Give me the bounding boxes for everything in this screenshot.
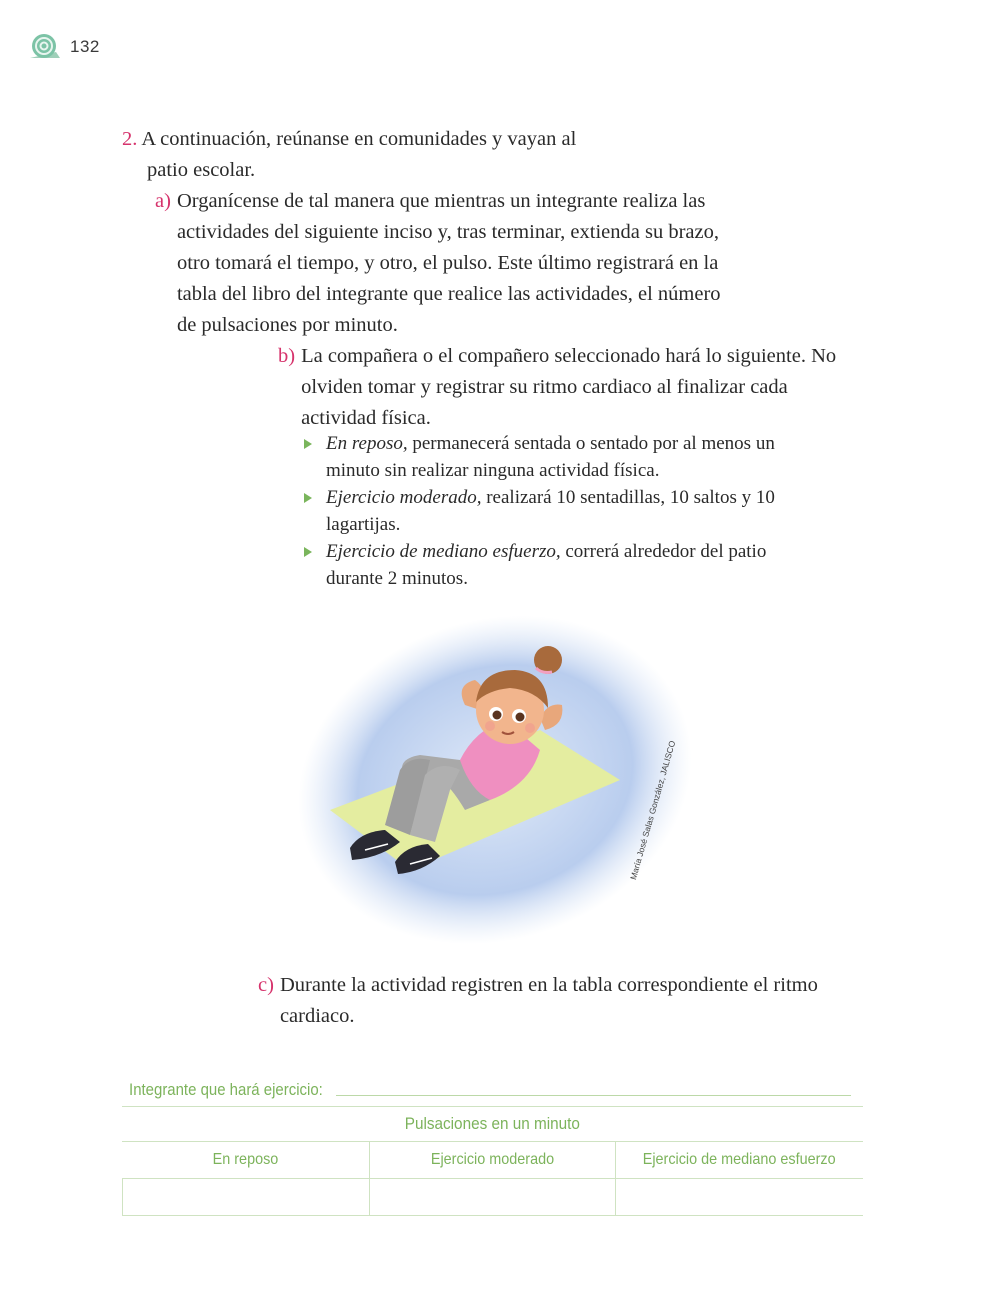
column-header-label: Ejercicio moderado — [430, 1151, 555, 1168]
bullet-term: En reposo, — [326, 433, 408, 454]
instruction-c — [258, 970, 818, 1032]
instruction-b — [278, 341, 838, 434]
member-row — [122, 1070, 863, 1107]
bullet-term: Ejercicio moderado, — [326, 487, 482, 508]
triangle-bullet-icon — [304, 493, 312, 503]
item-2-marker: 2. — [122, 128, 138, 150]
triangle-bullet-icon — [304, 439, 312, 449]
situps-illustration — [290, 610, 710, 950]
illustration-credit: María José Salas González, JALISCO — [628, 739, 678, 881]
list-item — [300, 430, 820, 484]
pulse-table — [122, 1070, 863, 1216]
snail-icon — [26, 32, 62, 62]
list-item — [300, 538, 820, 592]
list-item — [300, 484, 820, 538]
table-header — [122, 1107, 863, 1142]
instruction-a — [155, 186, 735, 341]
item-c-marker: c) — [258, 974, 274, 996]
table-cell-rest[interactable] — [122, 1179, 369, 1216]
column-header-label: Ejercicio de mediano esfuerzo — [643, 1151, 836, 1168]
table-cell-moderate[interactable] — [369, 1179, 615, 1216]
column-header-medium-effort — [615, 1142, 863, 1179]
member-label: Integrante que hará ejercicio: — [129, 1080, 323, 1099]
activity-list — [300, 430, 820, 592]
item-2-line1: A continuación, reúnanse en comunidades y vayan al — [141, 128, 577, 150]
page-number: 132 — [70, 37, 100, 56]
table-header-label: Pulsaciones en un minuto — [404, 1114, 581, 1133]
item-c-text: Durante la actividad registren en la tabla correspondiente el ritmo cardiaco. — [279, 974, 818, 1027]
bullet-text: realizará 10 sentadillas, 10 saltos y 10 lagartijas. — [326, 487, 775, 535]
item-b-marker: b) — [278, 345, 296, 367]
triangle-bullet-icon — [304, 547, 312, 557]
table-columns — [122, 1142, 863, 1216]
item-b-text: La compañera o el compañero seleccionado hará lo siguiente. No olviden tomar y registrar su ritmo cardiaco al finalizar cada actividad física. — [301, 345, 837, 429]
column-header-label: En reposo — [212, 1151, 279, 1168]
column-header-moderate — [369, 1142, 615, 1179]
member-name-field[interactable] — [336, 1094, 851, 1096]
page-header — [26, 30, 100, 64]
column-header-rest — [122, 1142, 369, 1179]
item-a-text: Organícense de tal manera que mientras un integrante realiza las actividades del siguiente inciso y, tras terminar, extienda su brazo, otro tomará el tiempo, y otro, el pulso. Este último registrará en la tabla del libro del integrante que realice las actividades, el número de pulsaciones por minuto. — [176, 190, 721, 336]
bullet-term: Ejercicio de mediano esfuerzo, — [326, 541, 561, 562]
table-cell-medium-effort[interactable] — [615, 1179, 863, 1216]
bullet-text: permanecerá sentada o sentado por al menos un minuto sin realizar ninguna actividad física. — [326, 433, 775, 481]
item-a-marker: a) — [155, 190, 171, 212]
instruction-2 — [122, 124, 642, 186]
item-2-line2: patio escolar. — [147, 159, 256, 181]
bullet-text: correrá alrededor del patio durante 2 minutos. — [326, 541, 767, 589]
